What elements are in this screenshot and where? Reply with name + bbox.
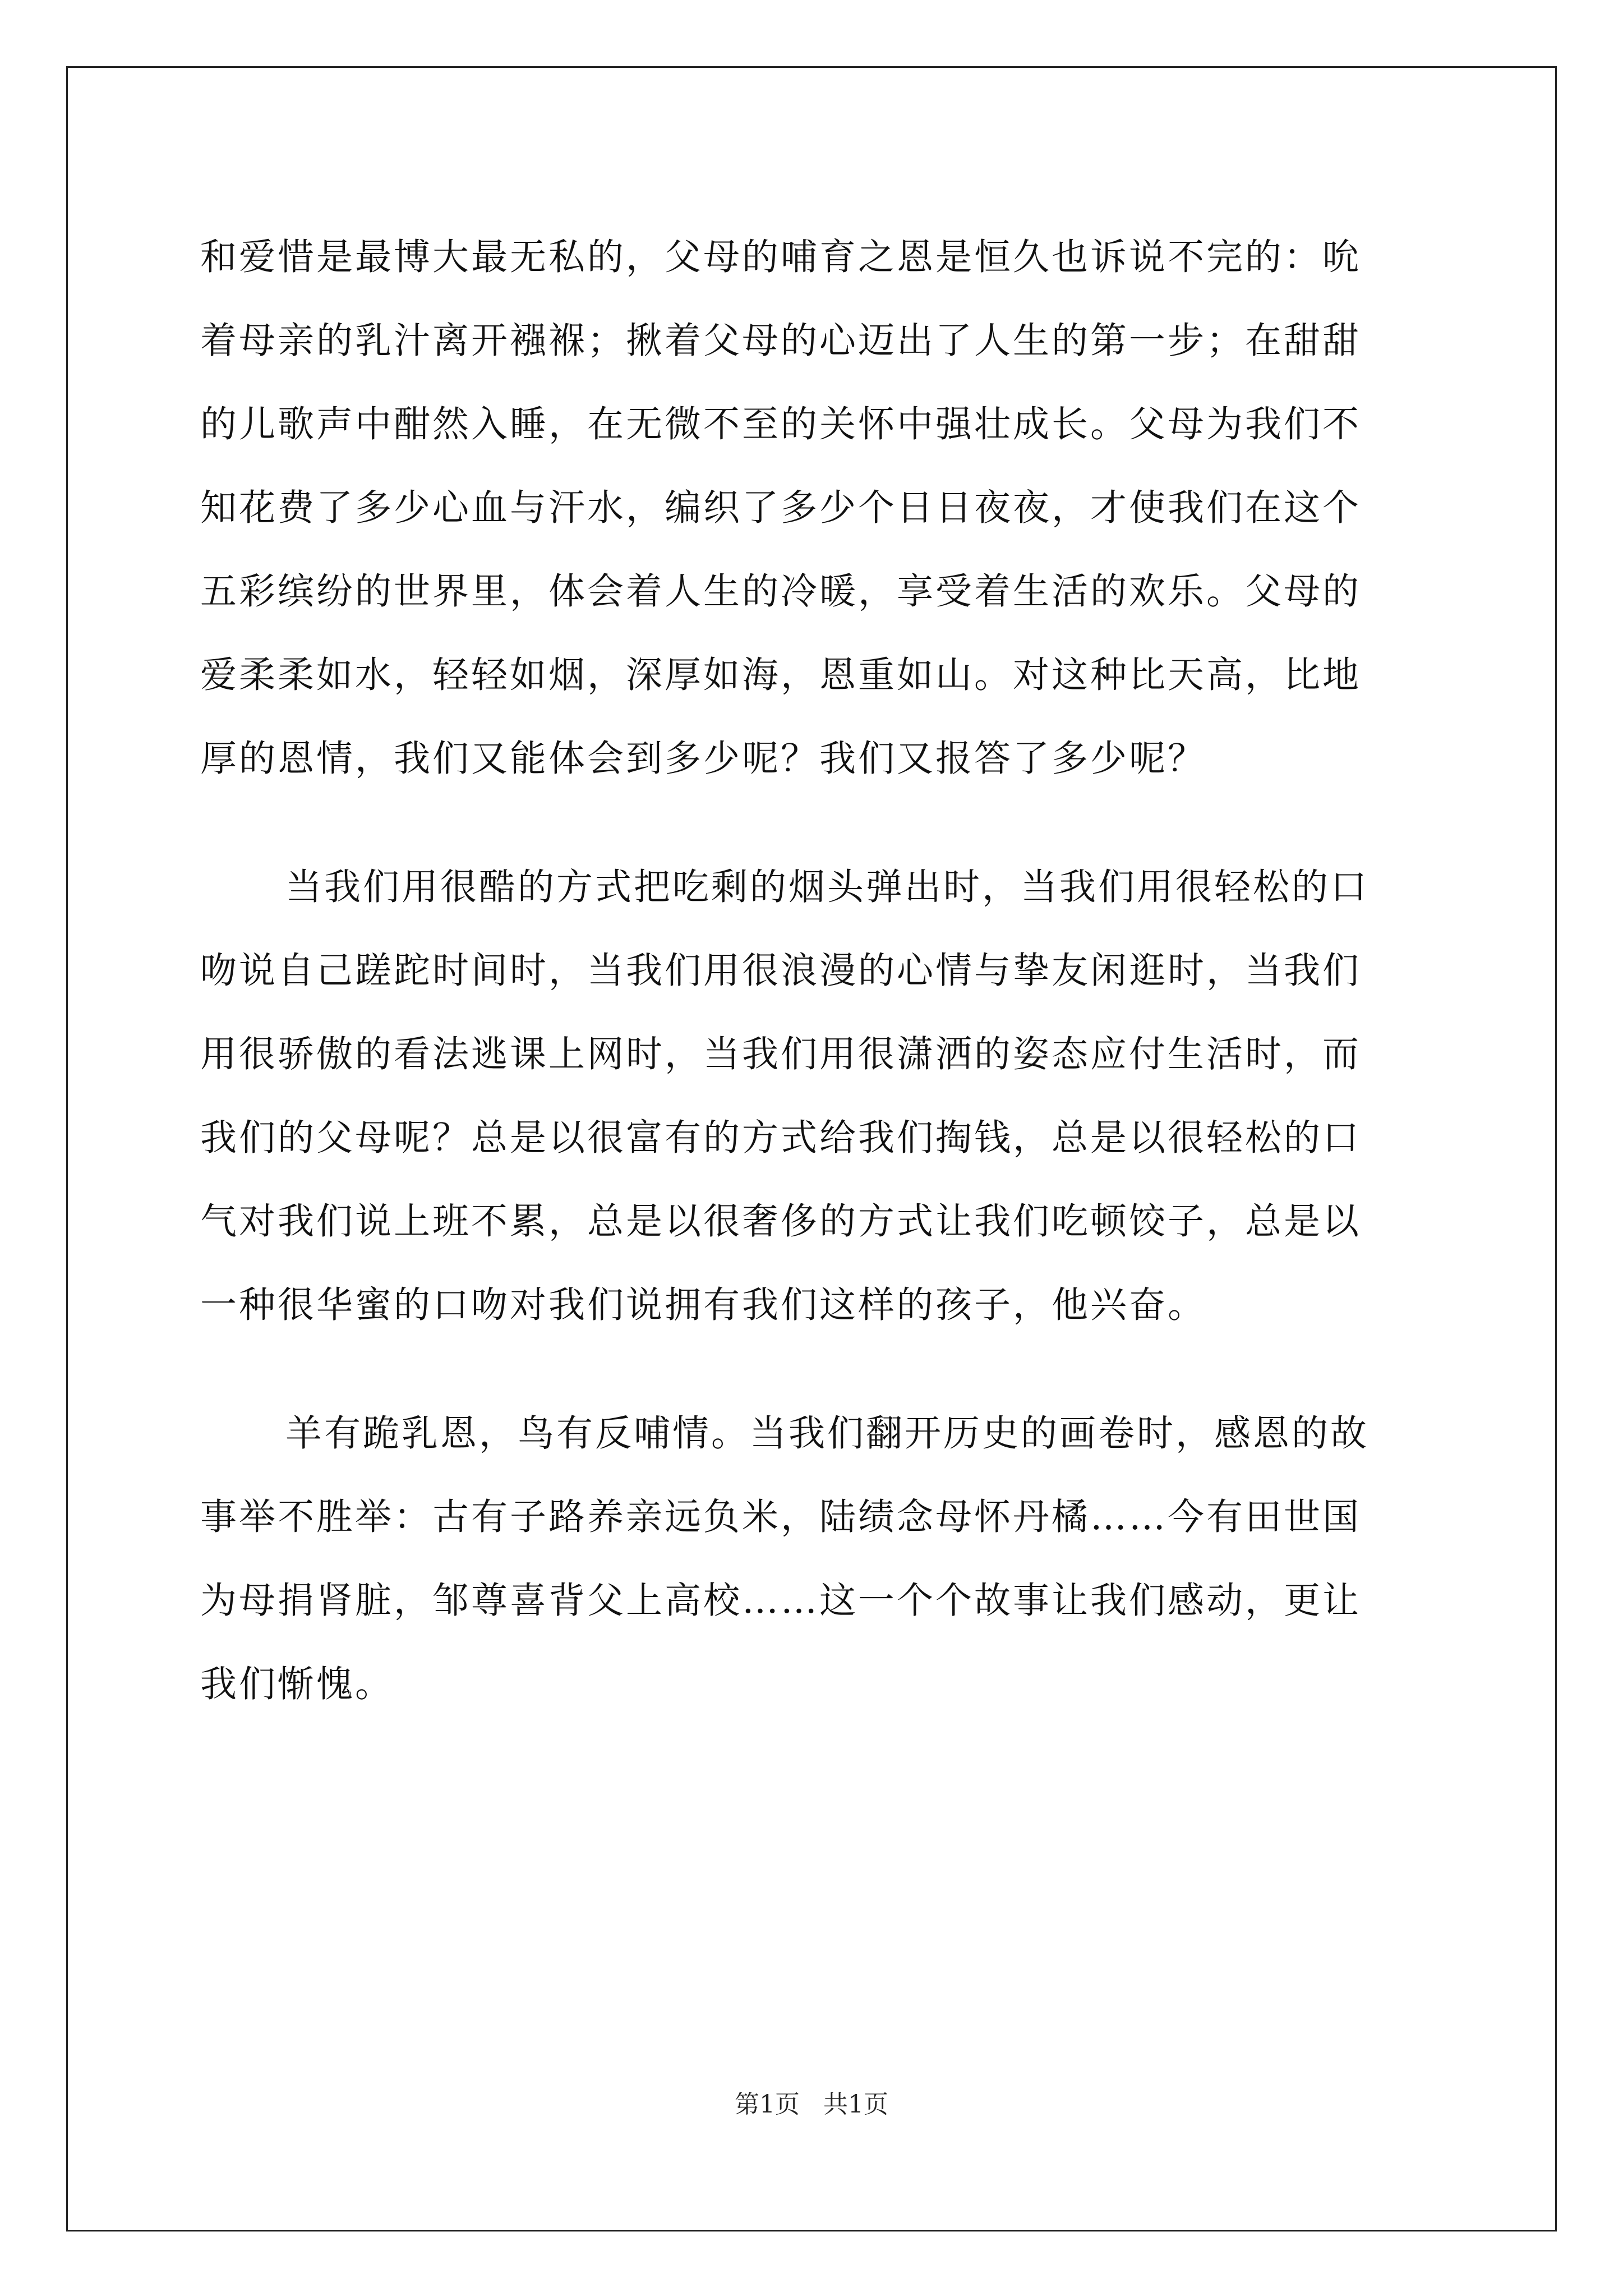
- text-line: 厚的恩情，我们又能体会到多少呢？我们又报答了多少呢？: [200, 738, 1207, 780]
- text-line: 我们的父母呢？总是以很富有的方式给我们掏钱，总是以很轻松的口: [200, 1117, 1362, 1159]
- paragraph: [200, 1392, 1440, 1726]
- text-line: 吻说自己蹉跎时间时，当我们用很浪漫的心情与挚友闲逛时，当我们: [200, 950, 1362, 992]
- text-line: 一种很华蜜的口吻对我们说拥有我们这样的孩子，他兴奋。: [200, 1284, 1207, 1326]
- text-line: 爱柔柔如水，轻轻如烟，深厚如海，恩重如山。对这种比天高，比地: [200, 654, 1362, 696]
- page-footer: 第1页 共1页: [735, 2090, 888, 2119]
- text-line: 羊有跪乳恩，鸟有反哺情。当我们翻开历史的画卷时，感恩的故: [285, 1412, 1370, 1455]
- text-line: 的儿歌声中酣然入睡，在无微不至的关怀中强壮成长。父母为我们不: [200, 403, 1362, 445]
- text-line: 我们惭愧。: [200, 1663, 394, 1705]
- text-line: 五彩缤纷的世界里，体会着人生的冷暖，享受着生活的欢乐。父母的: [200, 570, 1362, 613]
- paragraph: [200, 845, 1440, 1347]
- text-line: 和爱惜是最博大最无私的，父母的哺育之恩是恒久也诉说不完的：吮: [200, 236, 1362, 278]
- text-line: 着母亲的乳汁离开襁褓；揪着父母的心迈出了人生的第一步；在甜甜: [200, 320, 1362, 362]
- text-line: 事举不胜举：古有子路养亲远负米，陆绩念母怀丹橘……今有田世国: [200, 1496, 1362, 1538]
- paragraph: [200, 215, 1440, 800]
- text-line: 用很骄傲的看法逃课上网时，当我们用很潇洒的姿态应付生活时，而: [200, 1033, 1362, 1075]
- text-line: 为母捐肾脏，邹尊喜背父上高校……这一个个故事让我们感动，更让: [200, 1580, 1362, 1622]
- document-body: [200, 215, 1440, 1726]
- text-line: 知花费了多少心血与汗水，编织了多少个日日夜夜，才使我们在这个: [200, 487, 1362, 529]
- text-line: 当我们用很酷的方式把吃剩的烟头弹出时，当我们用很轻松的口: [285, 866, 1370, 908]
- text-line: 气对我们说上班不累，总是以很奢侈的方式让我们吃顿饺子，总是以: [200, 1200, 1362, 1243]
